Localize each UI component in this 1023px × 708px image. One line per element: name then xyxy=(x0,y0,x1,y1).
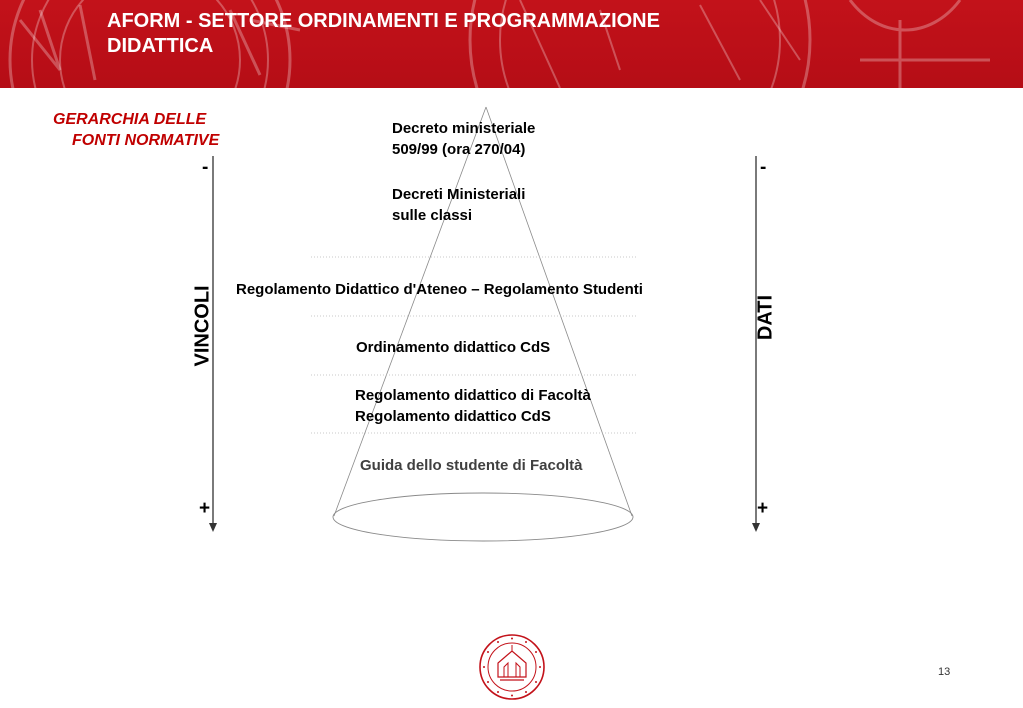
dati-label: DATI xyxy=(754,294,777,341)
page-title-line1: AFORM - SETTORE ORDINAMENTI E PROGRAMMAZIONE xyxy=(107,10,660,32)
cone-base xyxy=(333,493,633,541)
dati-arrowhead-icon xyxy=(752,523,760,532)
level-dm-line1: Decreto ministeriale xyxy=(392,120,536,137)
level-guida-studente: Guida dello studente di Facoltà xyxy=(360,457,583,474)
level-regolamento-ateneo: Regolamento Didattico d'Ateneo – Regolamento Studenti xyxy=(236,281,643,298)
level-reg-facolta: Regolamento didattico di Facoltà xyxy=(355,387,591,404)
dati-minus-sign: - xyxy=(760,157,767,178)
level-regolamenti-didattici xyxy=(355,385,591,427)
vincoli-label: VINCOLI xyxy=(191,285,214,367)
page-title-line2: DIDATTICA xyxy=(107,35,214,57)
vincoli-minus-sign: - xyxy=(202,157,209,178)
level-reg-cds: Regolamento didattico CdS xyxy=(355,408,551,425)
level-dm-line2: 509/99 (ora 270/04) xyxy=(392,141,526,158)
hierarchy-title-line2: FONTI NORMATIVE xyxy=(72,132,220,149)
page-number: 13 xyxy=(938,666,951,678)
level-dmc-line1: Decreti Ministeriali xyxy=(392,186,526,203)
vincoli-plus-sign: + xyxy=(199,498,211,519)
level-ordinamento-cds: Ordinamento didattico CdS xyxy=(356,339,551,356)
level-dmc-line2: sulle classi xyxy=(392,207,473,224)
hierarchy-title-line1: GERARCHIA DELLE xyxy=(53,111,207,128)
dati-plus-sign: + xyxy=(757,498,769,519)
level-decreto-ministeriale xyxy=(392,118,535,160)
vincoli-arrowhead-icon xyxy=(209,523,217,532)
level-decreti-classi xyxy=(392,184,525,226)
university-seal-icon xyxy=(478,633,546,701)
